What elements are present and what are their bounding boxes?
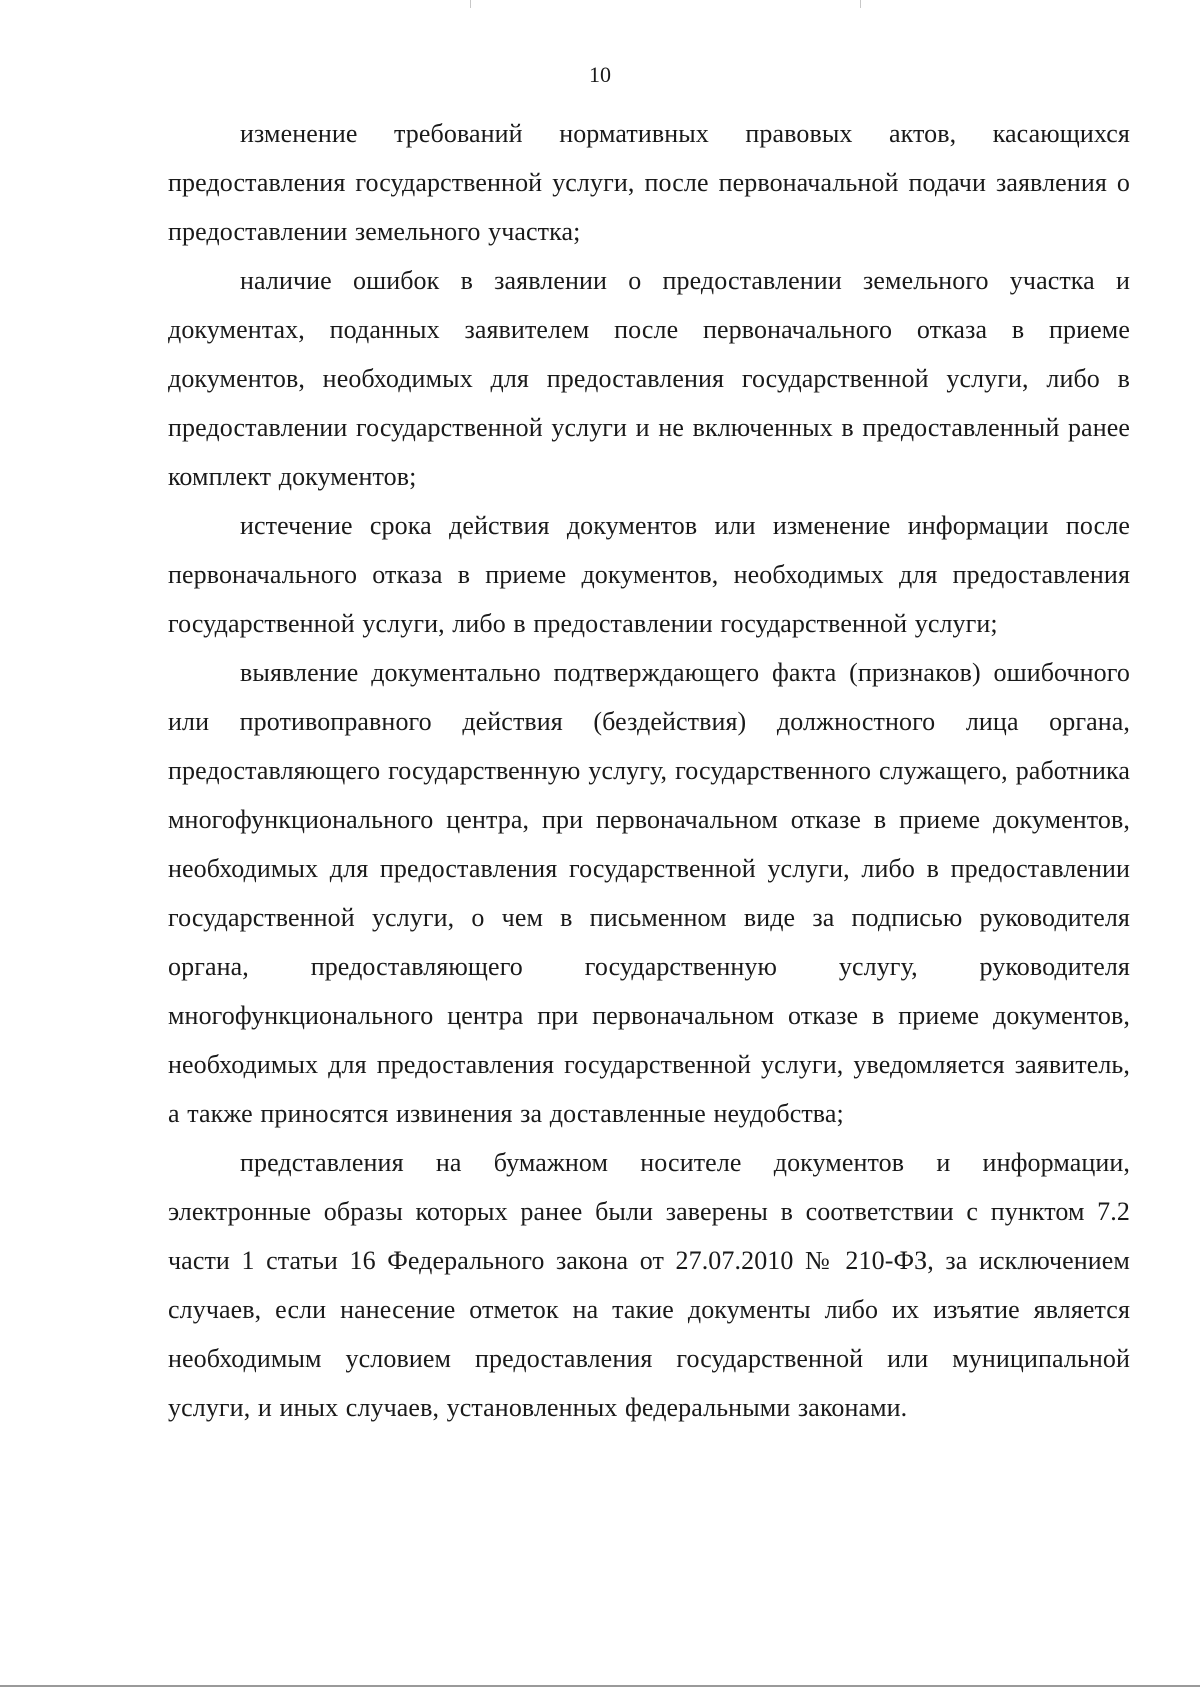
paragraph: изменение требований нормативных правовых актов, касающихся предоставления государственной услуги, после первоначальной подачи заявления о предоставлении земельного участка;: [168, 119, 1130, 246]
paragraph: выявление документально подтверждающего факта (признаков) ошибочного или противоправного действия (бездействия) должностного лица органа, предоставляющего государственную услугу, государственного служащего, работника многофункционального центра, при первоначальном отказе в приеме документов, необходимых для предоставления государственной услуги, либо в предоставлении государственной услуги, о чем в письменном виде за подписью руководителя органа, предоставляющего государственную услугу, руководителя многофункционального центра при первоначальном отказе в приеме документов, необходимых для предоставления государственной услуги, уведомляется заявитель, а также приносятся извинения за доставленные неудобства;: [168, 658, 1130, 1128]
document-body: [168, 109, 1130, 1432]
scan-mark: [860, 0, 861, 8]
page-number: 10: [589, 62, 611, 87]
paragraph: истечение срока действия документов или изменение информации после первоначального отказа в приеме документов, необходимых для предоставления государственной услуги, либо в предоставлении государственной услуги;: [168, 511, 1130, 638]
scan-mark: [470, 0, 471, 8]
paragraph: наличие ошибок в заявлении о предоставлении земельного участка и документах, поданных заявителем после первоначального отказа в приеме документов, необходимых для предоставления государственной услуги, либо в предоставлении государственной услуги и не включенных в предоставленный ранее комплект документов;: [168, 266, 1130, 491]
page-bottom-edge: [0, 1685, 1200, 1687]
paragraph: представления на бумажном носителе документов и информации, электронные образы которых ранее были заверены в соответствии с пунктом 7.2 части 1 статьи 16 Федерального закона от 27.07.2010 № 210-ФЗ, за исключением случаев, если нанесение отметок на такие документы либо их изъятие является необходимым условием предоставления государственной или муниципальной услуги, и иных случаев, установленных федеральными законами.: [168, 1148, 1130, 1422]
